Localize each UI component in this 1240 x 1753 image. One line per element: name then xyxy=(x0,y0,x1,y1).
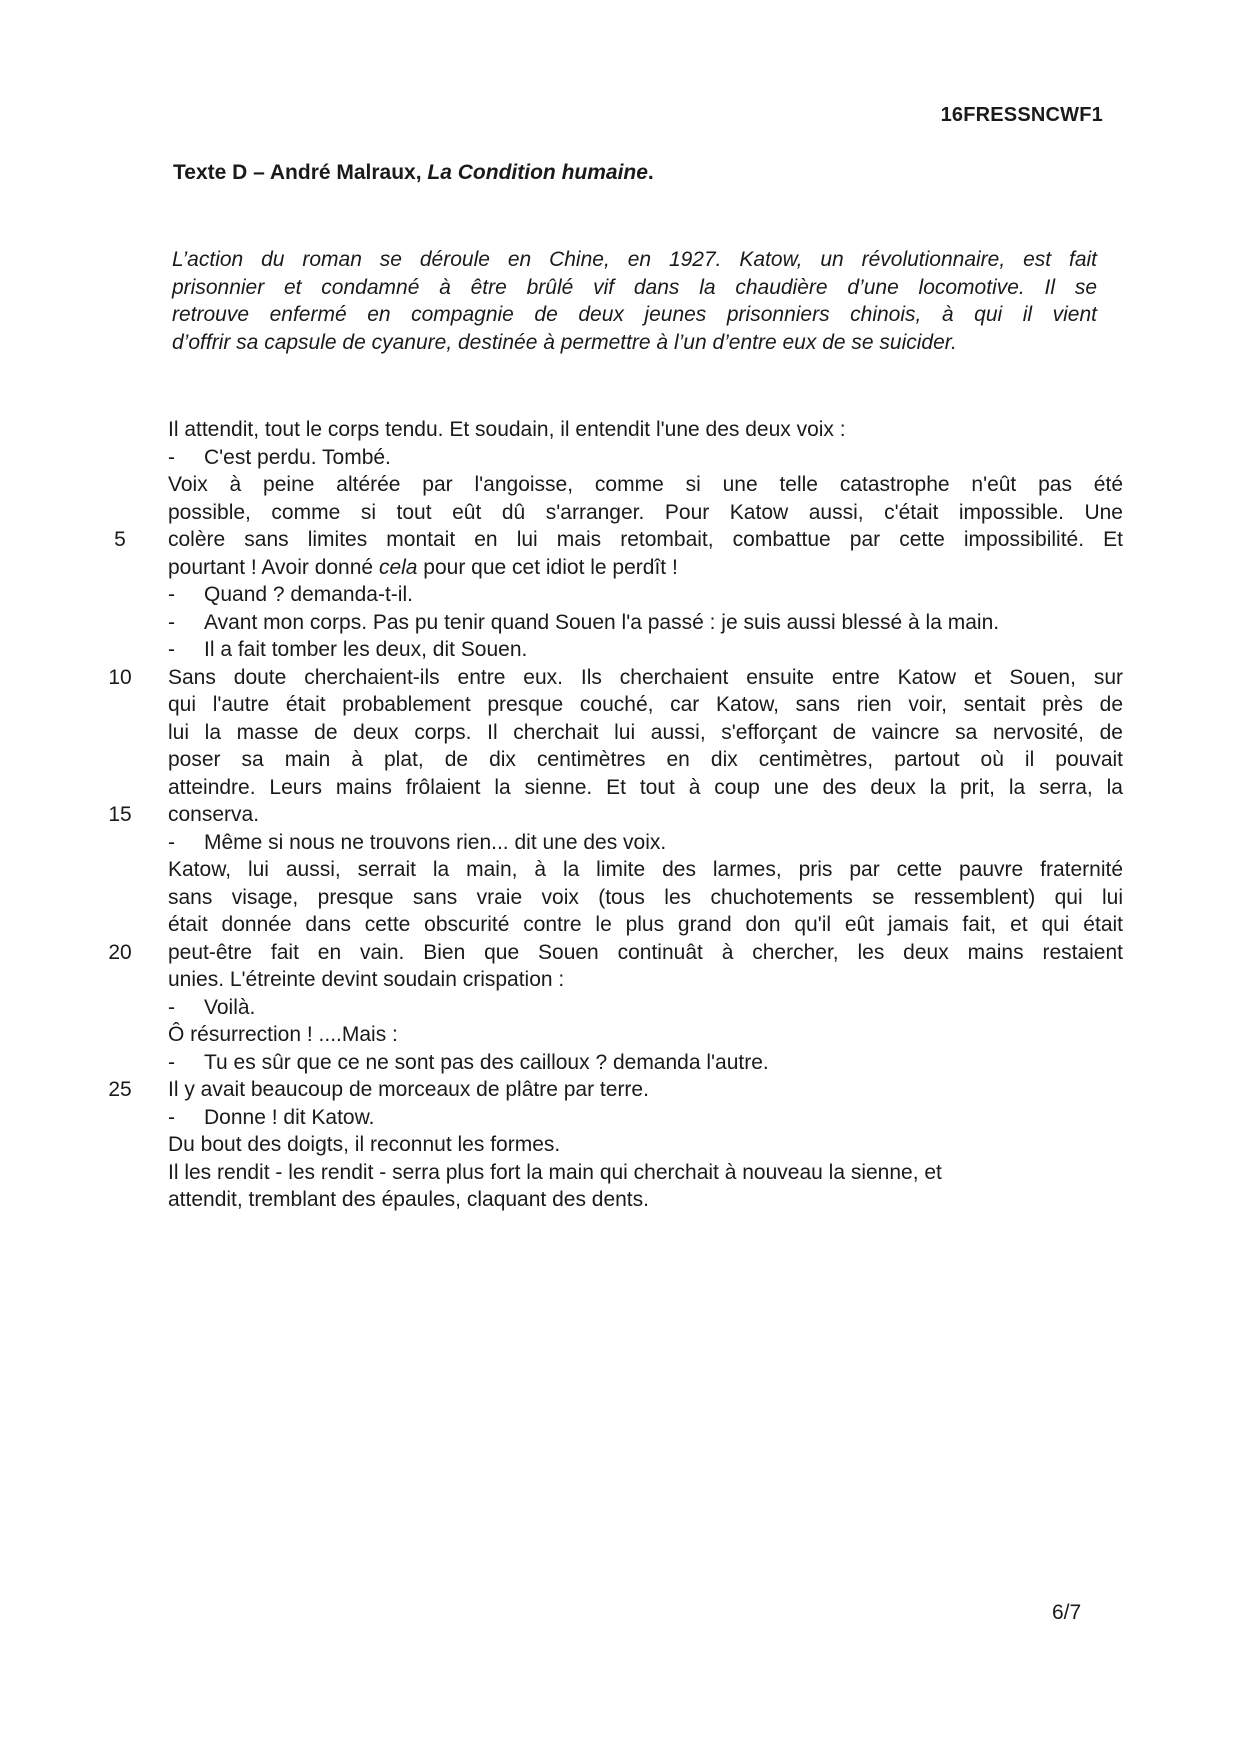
line-number: 15 xyxy=(108,803,132,826)
text-line xyxy=(0,444,1240,472)
line-text: était donnée dans cette obscurité contre le plus grand don qu'il eût jamais fait, et qui était xyxy=(168,913,1123,936)
line-text: Donne ! dit Katow. xyxy=(204,1105,375,1129)
text-line xyxy=(0,939,1240,967)
line-number: 20 xyxy=(108,940,132,964)
text-line xyxy=(0,1049,1240,1077)
text-line xyxy=(0,691,1240,719)
line-text: Tu es sûr que ce ne sont pas des cailloux ? demanda l'autre. xyxy=(204,1050,769,1074)
text-line xyxy=(0,719,1240,747)
text-title xyxy=(173,161,654,185)
text-line xyxy=(0,664,1240,692)
document-code: 16FRESSNCWF1 xyxy=(940,104,1103,126)
line-text: possible, comme si tout eût dû s'arranger. Pour Katow aussi, c'était impossible. Une xyxy=(168,500,1123,524)
text-line xyxy=(0,1021,1240,1049)
intro-line: d’offrir sa capsule de cyanure, destinée à permettre à l’un d’entre eux de se suicider. xyxy=(172,330,957,354)
intro-line: prisonnier et condamné à être brûlé vif dans la chaudière d’une locomotive. Il se xyxy=(172,275,1097,299)
text-line xyxy=(0,829,1240,857)
dialogue-dash: - xyxy=(168,995,175,1019)
page-number: 6/7 xyxy=(1052,1601,1082,1624)
text-line xyxy=(0,581,1240,609)
line-number: 25 xyxy=(108,1078,132,1101)
line-text: lui la masse de deux corps. Il cherchait lui aussi, s'efforçant de vaincre sa nervosité, de xyxy=(168,720,1123,744)
text-line xyxy=(0,499,1240,527)
line-text: atteindre. Leurs mains frôlaient la sienne. Et tout à coup une des deux la prit, la serra, la xyxy=(168,775,1123,799)
line-text: Il y avait beaucoup de morceaux de plâtre par terre. xyxy=(168,1078,649,1101)
line-text: pourtant ! Avoir donné xyxy=(168,555,379,579)
line-text: Voilà. xyxy=(204,995,256,1019)
line-number: 5 xyxy=(114,528,126,551)
text-line xyxy=(0,554,1240,582)
line-text: colère sans limites montait en lui mais retombait, combattue par cette impossibilité. Et xyxy=(168,528,1123,551)
title-author: Texte D – André Malraux, xyxy=(173,161,428,184)
intro-line: L’action du roman se déroule en Chine, en 1927. Katow, un révolutionnaire, est fait xyxy=(172,248,1097,271)
text-line xyxy=(0,609,1240,637)
line-text: peut-être fait en vain. Bien que Souen continuât à chercher, les deux mains restaient xyxy=(168,940,1123,964)
text-line xyxy=(0,1186,1240,1214)
text-line xyxy=(0,856,1240,884)
intro-paragraph xyxy=(172,246,1097,356)
dialogue-dash: - xyxy=(168,830,175,854)
line-text: Du bout des doigts, il reconnut les formes. xyxy=(168,1133,561,1156)
text-line xyxy=(0,526,1240,554)
text-line xyxy=(0,994,1240,1022)
dialogue-dash: - xyxy=(168,445,175,469)
text-line xyxy=(0,966,1240,994)
dialogue-dash: - xyxy=(168,638,175,661)
line-text: unies. L'étreinte devint soudain crispation : xyxy=(168,968,565,991)
text-line xyxy=(0,911,1240,939)
line-text: C'est perdu. Tombé. xyxy=(204,445,391,469)
line-text: Sans doute cherchaient-ils entre eux. Ils cherchaient ensuite entre Katow et Souen, sur xyxy=(168,665,1123,689)
line-text: conserva. xyxy=(168,803,260,826)
line-text: pour que cet idiot le perdît ! xyxy=(417,555,678,579)
intro-line: retrouve enfermé en compagnie de deux jeunes prisonniers chinois, à qui il vient xyxy=(172,303,1097,326)
line-text: poser sa main à plat, de dix centimètres en dix centimètres, partout où il pouvait xyxy=(168,748,1123,771)
text-line xyxy=(0,884,1240,912)
dialogue-dash: - xyxy=(168,1050,175,1074)
text-line xyxy=(0,801,1240,829)
line-number: 10 xyxy=(108,665,132,689)
text-line xyxy=(0,416,1240,444)
emphasis-word: cela xyxy=(378,555,418,579)
line-text: Il les rendit - les rendit - serra plus fort la main qui cherchait à nouveau la sienne, et xyxy=(168,1160,942,1184)
title-work: La Condition humaine xyxy=(427,161,648,184)
line-text: attendit, tremblant des épaules, claquant des dents. xyxy=(168,1188,649,1211)
line-text: Ô résurrection ! ....Mais : xyxy=(168,1023,398,1046)
text-line xyxy=(0,1131,1240,1159)
dialogue-dash: - xyxy=(168,1105,175,1129)
line-text: Il attendit, tout le corps tendu. Et soudain, il entendit l'une des deux voix : xyxy=(168,418,846,441)
line-text: Quand ? demanda-t-il. xyxy=(204,583,413,606)
text-line xyxy=(0,774,1240,802)
text-line xyxy=(0,636,1240,664)
text-line xyxy=(0,746,1240,774)
line-text: Même si nous ne trouvons rien... dit une des voix. xyxy=(204,830,667,854)
text-line xyxy=(0,471,1240,499)
line-text: qui l'autre était probablement presque couché, car Katow, sans rien voir, sentait près de xyxy=(168,693,1123,716)
text-line xyxy=(0,1104,1240,1132)
line-text: Avant mon corps. Pas pu tenir quand Souen l'a passé : je suis aussi blessé à la main. xyxy=(204,610,1000,634)
dialogue-dash: - xyxy=(168,610,175,634)
dialogue-dash: - xyxy=(168,583,175,606)
text-line xyxy=(0,1076,1240,1104)
line-text: Katow, lui aussi, serrait la main, à la limite des larmes, pris par cette pauvre fraternité xyxy=(168,858,1123,881)
line-text: sans visage, presque sans vraie voix (tous les chuchotements se ressemblent) qui lui xyxy=(168,885,1123,909)
excerpt-text xyxy=(0,416,1240,1214)
title-period: . xyxy=(647,161,654,184)
line-text: Voix à peine altérée par l'angoisse, comme si une telle catastrophe n'eût pas été xyxy=(168,473,1123,496)
text-line xyxy=(0,1159,1240,1187)
line-text: Il a fait tomber les deux, dit Souen. xyxy=(204,638,528,661)
